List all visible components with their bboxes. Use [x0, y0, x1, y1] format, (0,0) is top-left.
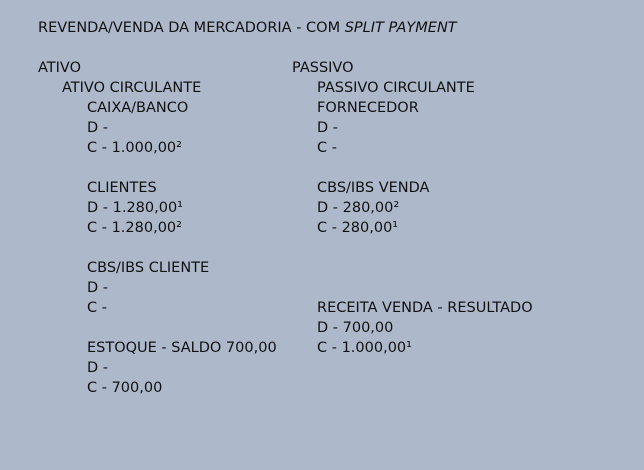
- account-clientes-name: CLIENTES: [87, 180, 157, 196]
- ativo-circulante-heading: ATIVO CIRCULANTE: [62, 80, 202, 96]
- account-caixa-banco-debit: D -: [87, 120, 109, 136]
- account-cbs-ibs-venda-credit: C - 280,00¹: [317, 220, 399, 236]
- account-estoque-debit: D -: [87, 360, 109, 376]
- account-cbs-ibs-venda-name: CBS/IBS VENDA: [317, 180, 430, 196]
- account-clientes-credit: C - 1.280,00²: [87, 220, 182, 236]
- account-fornecedor-debit: D -: [317, 120, 339, 136]
- account-estoque-credit: C - 700,00: [87, 380, 163, 396]
- page-title: [38, 18, 457, 38]
- account-estoque-name: ESTOQUE - SALDO 700,00: [87, 340, 277, 356]
- title-prefix: REVENDA/VENDA DA MERCADORIA - COM: [38, 20, 345, 36]
- account-cbs-ibs-venda-debit: D - 280,00²: [317, 200, 400, 216]
- account-clientes-debit: D - 1.280,00¹: [87, 200, 183, 216]
- account-caixa-banco-name: CAIXA/BANCO: [87, 100, 189, 116]
- account-fornecedor-name: FORNECEDOR: [317, 100, 419, 116]
- account-cbs-ibs-cliente-credit: C -: [87, 300, 107, 316]
- account-caixa-banco-credit: C - 1.000,00²: [87, 140, 182, 156]
- account-receita-venda-debit: D - 700,00: [317, 320, 394, 336]
- passivo-heading: PASSIVO: [292, 60, 354, 76]
- account-cbs-ibs-cliente-name: CBS/IBS CLIENTE: [87, 260, 210, 276]
- ativo-heading: ATIVO: [38, 60, 82, 76]
- account-fornecedor-credit: C -: [317, 140, 337, 156]
- passivo-circulante-heading: PASSIVO CIRCULANTE: [317, 80, 475, 96]
- title-emphasis: SPLIT PAYMENT: [344, 20, 457, 36]
- account-cbs-ibs-cliente-debit: D -: [87, 280, 109, 296]
- account-receita-venda-credit: C - 1.000,00¹: [317, 340, 412, 356]
- account-receita-venda-name: RECEITA VENDA - RESULTADO: [317, 300, 533, 316]
